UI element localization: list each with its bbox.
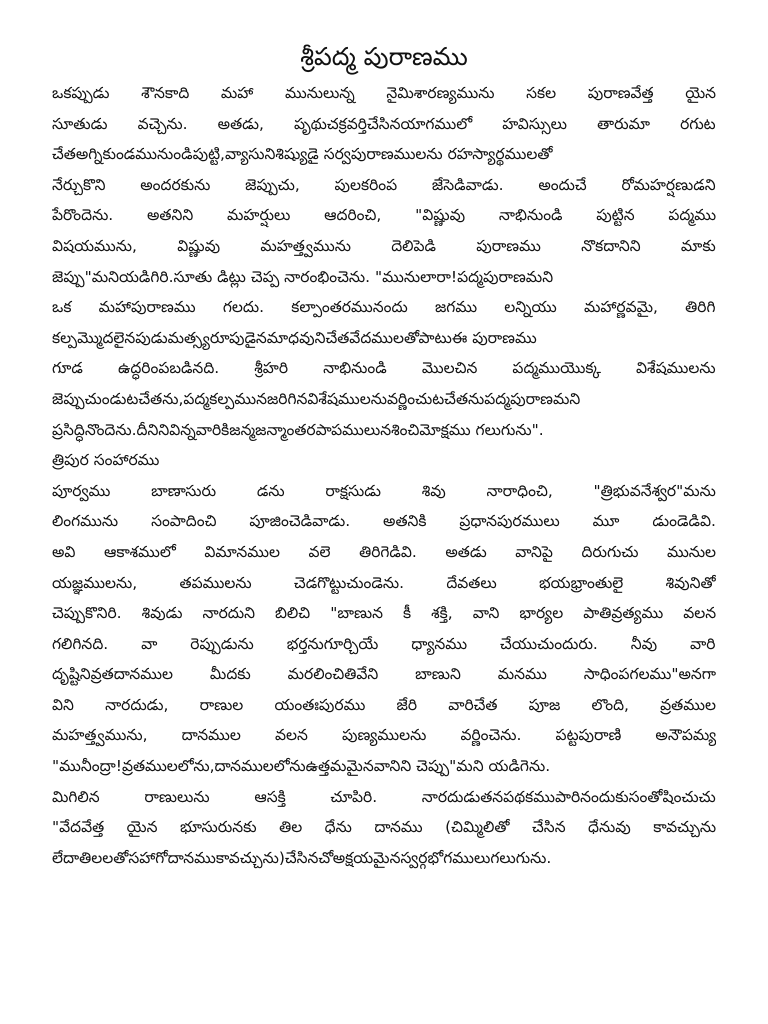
paragraph-line: జెప్పు"మనియడిగిరి.సూతు డిట్లు చెప్ప నారంభించెను. "మునులారా!పద్మపురాణమని [52, 267, 554, 286]
paragraph-line: విని నారదుడు, రాణుల యంతఃపురము జేరి వారిచేత పూజ లొంది, వ్రతముల [52, 695, 716, 714]
paragraph-line: "మునీంద్రా!వ్రతములలోను,దానములలోనుఉత్తమమైనవానిని చెప్పు"మని యడిగెను. [52, 757, 551, 776]
section-1-body [52, 78, 716, 445]
paragraph-line: మిగిలిన రాణులును ఆసక్తి చూపిరి. నారదుడుతనపథకముపారినందుకుసంతోషించుచు [52, 787, 716, 806]
document-title: శ్రీపద్మ పురాణము [300, 42, 468, 71]
paragraph-line: లింగమును సంపాదించి పూజించెడివాడు. అతనికి ప్రధానపురములు మూ డుండెడివి. [52, 512, 716, 531]
paragraph-line: కల్పమ్మొదలైనపుడుమత్స్యరూపుడైనమాధవునిచేతవేదములతోపాటుఈ పురాణము [52, 328, 537, 347]
paragraph-line: చెప్పుకొనిరి. శివుడు నారదుని బిలిచి "బాణున కీ శక్తి, వాని భార్యల పాతివ్రత్యము వలన [52, 604, 716, 623]
paragraph-line: గూడ ఉద్ధరింపబడినది. శ్రీహరి నాభినుండి మొలచిన పద్మముయొక్క విశేషములను [52, 359, 716, 378]
paragraph-line: ప్రసిద్ధినొందెను.దీనినివిన్నవారికిజన్మజన్మాంతరపాపములునశించిమోక్షము గలుగును". [52, 420, 544, 439]
paragraph-line: లేదాతిలలతోసహాగోదానముకావచ్చును)చేసినచోఅక్షయమైనస్వర్గభోగములుగలుగును. [52, 848, 552, 867]
paragraph-line: గలిగినది. వా రెప్పుడును భర్తనుగూర్చియే ధ్యానము చేయుచుందురు. నీవు వారి [52, 634, 716, 653]
paragraph-line: దృష్టినివ్రతదానముల మీదకు మరలించితివేని బాణుని మనము సాధింపగలము"అనగా [52, 665, 716, 684]
paragraph-line: నేర్చుకొని అందరకును జెప్పుచు, పులకరింప జేసెడివాడు. అందుచే రోమహర్షణుడని [52, 175, 716, 194]
paragraph-line: ఒకప్పుడు శౌనకాది మహా మునులున్న నైమిశారణ్యమును సకల పురాణవేత్త యైన [52, 84, 716, 102]
paragraph-line: విషయమును, విష్ణువు మహత్త్వమును దెలిపెడి పురాణము నొకదానిని మాకు [52, 236, 716, 255]
paragraph-line: ఒక మహాపురాణము గలదు. కల్పాంతరమునందు జగము లన్నియు మహార్ణవమై, తిరిగి [52, 298, 716, 317]
paragraph-line: యజ్ఞములను, తపములను చెడగొట్టుచుండెను. దేవతలు భయభ్రాంతులై శివునితో [52, 573, 716, 592]
paragraph-line: మహత్త్వమును, దానముల వలన పుణ్యములను వర్ణించెను. పట్టపురాణి అనౌపమ్య [52, 726, 716, 745]
paragraph-line: సూతుడు వచ్చెను. అతడు, పృథుచక్రవర్తిచేసినయాగములో హవిస్సులు తారుమా రగుట [52, 114, 716, 133]
paragraph-line: పూర్వము బాణాసురు డను రాక్షసుడు శివు నారాధించి, "త్రిభువనేశ్వర"మను [52, 481, 716, 500]
paragraph-line: జెప్పుచుండుటచేతను,పద్మకల్పమునజరిగినవిశేషములనువర్ణించుటచేతనుపద్మపురాణమని [52, 389, 581, 408]
paragraph-line: చేతఅగ్నికుండమునుండిపుట్టి,వ్యాసునిశిష్యుడై సర్వపురాణములను రహస్యార్థములతో [52, 145, 553, 164]
document-page [52, 40, 716, 873]
paragraph-line: పేరొందెను. అతనిని మహర్షులు ఆదరించి, "విష్ణువు నాభినుండి పుట్టిన పద్మము [52, 206, 716, 225]
section-2-body [52, 476, 716, 874]
paragraph-line: అవి ఆకాశములో విమానముల వలె తిరిగెడివి. అతడు వానిపై దిరుగుచు మునుల [52, 542, 716, 561]
section-heading: త్రిపుర సంహారము [52, 451, 160, 470]
paragraph-line: "వేదవేత్త యైన భూసురునకు తిల ధేను దానము (చిమ్మిలితో చేసిన ధేనువు కావచ్చును [52, 818, 716, 837]
